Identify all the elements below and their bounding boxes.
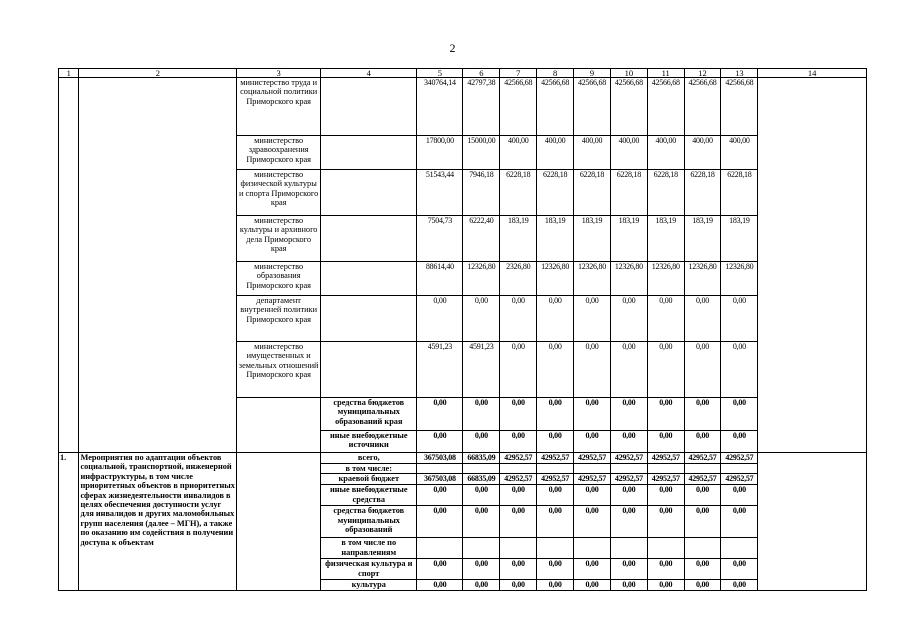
source-cell: средства бюджетов муниципальных образований — [321, 506, 417, 538]
value-cell: 0,00 — [417, 398, 463, 431]
column-header: 5 — [417, 69, 463, 78]
value-cell: 0,00 — [610, 506, 647, 538]
value-cell: 0,00 — [500, 342, 537, 398]
value-cell: 400,00 — [647, 136, 684, 170]
value-cell: 340764,14 — [417, 78, 463, 136]
value-cell — [647, 538, 684, 559]
value-cell — [537, 538, 574, 559]
value-cell: 42566,68 — [647, 78, 684, 136]
value-cell: 42952,57 — [574, 474, 611, 485]
value-cell — [610, 464, 647, 474]
empty-cell — [758, 78, 867, 453]
value-cell: 12326,80 — [537, 262, 574, 296]
value-cell: 42952,57 — [500, 453, 537, 464]
value-cell — [463, 538, 500, 559]
value-cell: 0,00 — [500, 580, 537, 591]
table-row — [59, 453, 867, 464]
executor-cell: министерство имущественных и земельных отношений Приморского края — [237, 342, 321, 398]
activity-number: 1. — [59, 453, 79, 591]
column-header: 1 — [59, 69, 79, 78]
value-cell: 4591,23 — [463, 342, 500, 398]
executor-cell: министерство труда и социальной политики Приморского края — [237, 78, 321, 136]
value-cell: 0,00 — [500, 431, 537, 453]
column-header: 4 — [321, 69, 417, 78]
value-cell — [610, 538, 647, 559]
value-cell: 0,00 — [500, 506, 537, 538]
value-cell: 6228,18 — [537, 170, 574, 216]
value-cell: 6228,18 — [647, 170, 684, 216]
value-cell: 400,00 — [684, 136, 721, 170]
value-cell — [463, 464, 500, 474]
value-cell: 6228,18 — [500, 170, 537, 216]
value-cell: 0,00 — [537, 559, 574, 580]
source-cell: всего, — [321, 453, 417, 464]
value-cell: 66835,09 — [463, 453, 500, 464]
value-cell — [574, 538, 611, 559]
value-cell: 12326,80 — [610, 262, 647, 296]
value-cell: 0,00 — [647, 580, 684, 591]
value-cell: 0,00 — [417, 485, 463, 506]
value-cell: 12326,80 — [647, 262, 684, 296]
empty-cell — [321, 262, 417, 296]
value-cell — [417, 538, 463, 559]
value-cell: 0,00 — [574, 431, 611, 453]
value-cell: 42952,57 — [721, 474, 758, 485]
value-cell: 0,00 — [537, 506, 574, 538]
value-cell: 0,00 — [721, 342, 758, 398]
value-cell: 400,00 — [574, 136, 611, 170]
value-cell: 183,19 — [647, 216, 684, 262]
value-cell: 0,00 — [684, 485, 721, 506]
value-cell: 6228,18 — [721, 170, 758, 216]
value-cell: 0,00 — [537, 485, 574, 506]
value-cell: 0,00 — [684, 398, 721, 431]
value-cell: 42952,57 — [610, 453, 647, 464]
value-cell: 42566,68 — [500, 78, 537, 136]
value-cell: 0,00 — [684, 296, 721, 342]
value-cell: 0,00 — [610, 342, 647, 398]
value-cell: 0,00 — [463, 559, 500, 580]
column-header: 14 — [758, 69, 867, 78]
value-cell: 12326,80 — [684, 262, 721, 296]
value-cell: 0,00 — [463, 580, 500, 591]
value-cell: 0,00 — [417, 296, 463, 342]
value-cell: 0,00 — [721, 398, 758, 431]
executor-cell: департамент внутренней политики Приморского края — [237, 296, 321, 342]
value-cell: 51543,44 — [417, 170, 463, 216]
value-cell: 6228,18 — [684, 170, 721, 216]
value-cell: 183,19 — [610, 216, 647, 262]
value-cell: 400,00 — [721, 136, 758, 170]
value-cell: 0,00 — [574, 506, 611, 538]
value-cell: 0,00 — [647, 559, 684, 580]
activity-title: Мероприятия по адаптации объектов социальной, транспортной, инженерной инфраструктуры, в том числе приоритетных объектов в приоритетных сферах жизнедеятельности инвалидов в целях обеспечения доступности услуг для инвалидов и других маломобильных групп населения (далее – МГН), а также по оказанию им содействия в получении доступа к объектам — [79, 453, 237, 591]
table-row — [59, 78, 867, 136]
value-cell: 4591,23 — [417, 342, 463, 398]
value-cell: 0,00 — [721, 580, 758, 591]
column-header: 3 — [237, 69, 321, 78]
value-cell — [647, 464, 684, 474]
empty-cell — [321, 136, 417, 170]
value-cell: 0,00 — [610, 580, 647, 591]
budget-table — [58, 68, 867, 591]
value-cell — [721, 538, 758, 559]
empty-cell — [321, 216, 417, 262]
value-cell: 0,00 — [500, 559, 537, 580]
column-header: 6 — [463, 69, 500, 78]
column-header: 13 — [721, 69, 758, 78]
value-cell: 0,00 — [610, 431, 647, 453]
value-cell: 6228,18 — [610, 170, 647, 216]
value-cell: 0,00 — [574, 398, 611, 431]
executor-cell: министерство здравоохранения Приморского края — [237, 136, 321, 170]
value-cell: 0,00 — [463, 431, 500, 453]
value-cell: 0,00 — [500, 398, 537, 431]
source-cell: в том числе: — [321, 464, 417, 474]
value-cell: 183,19 — [721, 216, 758, 262]
page-number: 2 — [449, 41, 456, 55]
source-cell: средства бюджетов муниципальных образований края — [321, 398, 417, 431]
column-header: 8 — [537, 69, 574, 78]
source-cell: физическая культура и спорт — [321, 559, 417, 580]
column-header: 12 — [684, 69, 721, 78]
source-cell: культура — [321, 580, 417, 591]
value-cell — [417, 464, 463, 474]
value-cell: 42566,68 — [610, 78, 647, 136]
value-cell: 0,00 — [574, 296, 611, 342]
value-cell: 0,00 — [647, 342, 684, 398]
value-cell: 42952,57 — [647, 453, 684, 464]
column-header: 11 — [647, 69, 684, 78]
value-cell: 42952,57 — [647, 474, 684, 485]
value-cell: 0,00 — [721, 296, 758, 342]
value-cell: 0,00 — [537, 580, 574, 591]
value-cell: 42952,57 — [721, 453, 758, 464]
source-cell: в том числе по направлениям — [321, 538, 417, 559]
value-cell: 0,00 — [684, 580, 721, 591]
value-cell: 12326,80 — [721, 262, 758, 296]
empty-cell — [321, 170, 417, 216]
value-cell: 0,00 — [610, 559, 647, 580]
value-cell: 6228,18 — [574, 170, 611, 216]
source-cell: иные внебюджетные средства — [321, 485, 417, 506]
value-cell: 367503,08 — [417, 474, 463, 485]
value-cell: 0,00 — [721, 431, 758, 453]
value-cell: 42566,68 — [537, 78, 574, 136]
value-cell: 0,00 — [463, 506, 500, 538]
source-cell: иные внебюджетные источники — [321, 431, 417, 453]
value-cell: 0,00 — [721, 559, 758, 580]
column-number-row — [59, 69, 867, 78]
value-cell: 42952,57 — [537, 453, 574, 464]
empty-cell — [237, 398, 321, 453]
column-header: 7 — [500, 69, 537, 78]
empty-cell — [237, 453, 321, 591]
value-cell: 12326,80 — [574, 262, 611, 296]
column-header: 9 — [574, 69, 611, 78]
value-cell — [537, 464, 574, 474]
value-cell: 17800,00 — [417, 136, 463, 170]
value-cell: 88614,40 — [417, 262, 463, 296]
source-cell: краевой бюджет — [321, 474, 417, 485]
value-cell: 0,00 — [610, 296, 647, 342]
value-cell: 0,00 — [610, 485, 647, 506]
value-cell: 183,19 — [537, 216, 574, 262]
value-cell: 400,00 — [610, 136, 647, 170]
value-cell: 42952,57 — [500, 474, 537, 485]
value-cell — [684, 464, 721, 474]
value-cell: 0,00 — [537, 431, 574, 453]
value-cell: 0,00 — [463, 485, 500, 506]
value-cell: 0,00 — [463, 398, 500, 431]
value-cell: 0,00 — [684, 342, 721, 398]
value-cell: 0,00 — [574, 580, 611, 591]
empty-cell — [758, 453, 867, 591]
empty-cell — [321, 342, 417, 398]
executor-cell: министерство культуры и архивного дела Приморского края — [237, 216, 321, 262]
value-cell — [500, 464, 537, 474]
value-cell: 183,19 — [574, 216, 611, 262]
value-cell: 0,00 — [574, 485, 611, 506]
value-cell: 42952,57 — [537, 474, 574, 485]
value-cell: 183,19 — [684, 216, 721, 262]
column-header: 2 — [79, 69, 237, 78]
value-cell: 0,00 — [684, 431, 721, 453]
value-cell: 42952,57 — [574, 453, 611, 464]
value-cell: 0,00 — [417, 559, 463, 580]
value-cell: 42566,68 — [574, 78, 611, 136]
column-header: 10 — [610, 69, 647, 78]
value-cell: 42566,68 — [684, 78, 721, 136]
value-cell: 0,00 — [610, 398, 647, 431]
value-cell: 0,00 — [647, 398, 684, 431]
value-cell: 0,00 — [647, 506, 684, 538]
value-cell — [574, 464, 611, 474]
value-cell: 0,00 — [417, 506, 463, 538]
value-cell: 0,00 — [417, 580, 463, 591]
value-cell: 0,00 — [684, 506, 721, 538]
value-cell: 0,00 — [721, 506, 758, 538]
value-cell: 0,00 — [574, 559, 611, 580]
value-cell: 2326,80 — [500, 262, 537, 296]
value-cell: 0,00 — [537, 342, 574, 398]
value-cell: 7946,18 — [463, 170, 500, 216]
executor-cell: министерство физической культуры и спорта Приморского края — [237, 170, 321, 216]
value-cell: 0,00 — [537, 296, 574, 342]
value-cell: 0,00 — [647, 431, 684, 453]
value-cell: 0,00 — [417, 431, 463, 453]
value-cell: 0,00 — [500, 296, 537, 342]
empty-cell — [321, 296, 417, 342]
value-cell: 0,00 — [500, 485, 537, 506]
empty-cell — [321, 78, 417, 136]
value-cell: 66835,09 — [463, 474, 500, 485]
value-cell: 6222,40 — [463, 216, 500, 262]
value-cell: 0,00 — [647, 485, 684, 506]
value-cell: 42952,57 — [684, 474, 721, 485]
value-cell: 400,00 — [537, 136, 574, 170]
value-cell: 42952,57 — [610, 474, 647, 485]
value-cell: 183,19 — [500, 216, 537, 262]
empty-cell — [79, 78, 237, 453]
value-cell: 0,00 — [684, 559, 721, 580]
value-cell: 42952,57 — [684, 453, 721, 464]
value-cell: 0,00 — [647, 296, 684, 342]
value-cell: 0,00 — [463, 296, 500, 342]
value-cell: 15000,00 — [463, 136, 500, 170]
value-cell: 12326,80 — [463, 262, 500, 296]
executor-cell: министерство образования Приморского края — [237, 262, 321, 296]
value-cell: 42566,68 — [721, 78, 758, 136]
value-cell: 42797,38 — [463, 78, 500, 136]
value-cell: 0,00 — [537, 398, 574, 431]
value-cell: 0,00 — [721, 485, 758, 506]
value-cell: 367503,08 — [417, 453, 463, 464]
value-cell — [721, 464, 758, 474]
value-cell: 0,00 — [574, 342, 611, 398]
value-cell — [684, 538, 721, 559]
value-cell — [500, 538, 537, 559]
value-cell: 400,00 — [500, 136, 537, 170]
value-cell: 7504,73 — [417, 216, 463, 262]
empty-cell — [59, 78, 79, 453]
